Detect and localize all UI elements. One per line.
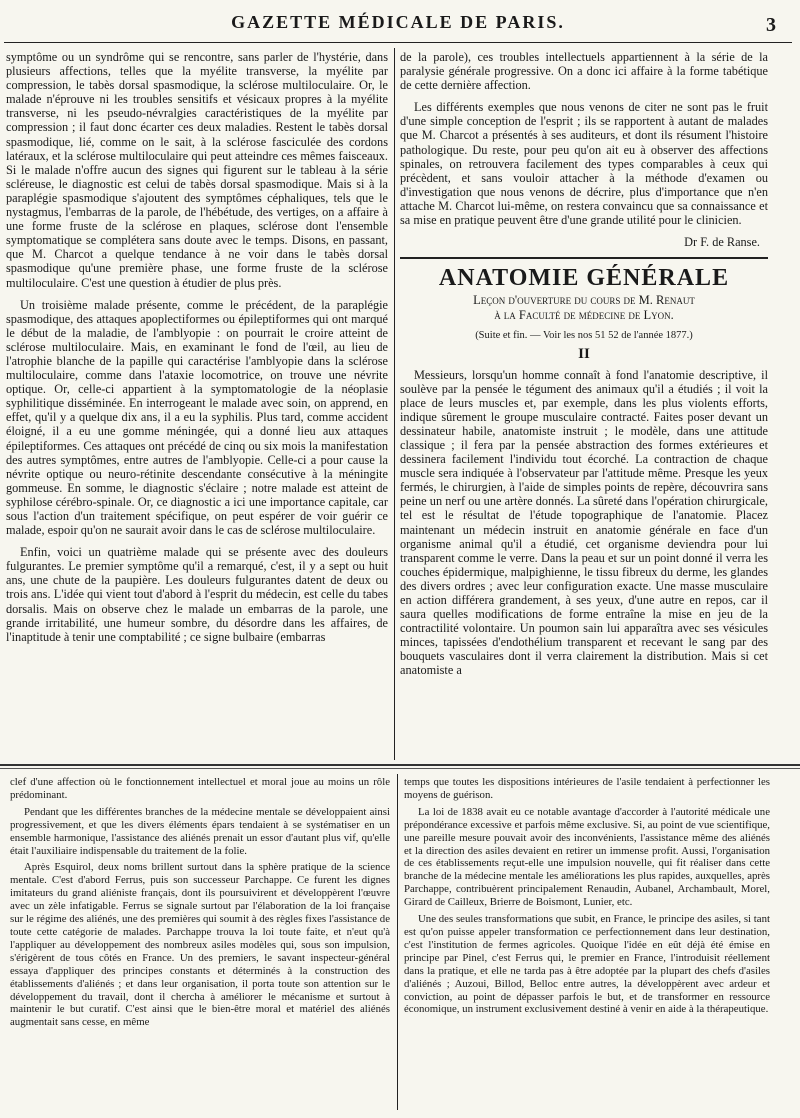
paragraph: symptôme ou un syndrôme qui se rencontre, sans parler de l'hystérie, dans plusieurs affections, telles que la myélite transverse, la myélite par compression, le tabès dorsal spasmodique, la sclérose multiloculaire. Or, le malade n'éprouve ni les troubles sensitifs et vésicaux propres à la myélite transverse, ni les pseudo-névralgies caractéristiques de la myélite par compression ; il faut donc écarter ces deux maladies. Restent le tabès dorsal spasmodique, lié, comme on le sait, à la sclérose fasciculée des cordons latéraux, et la sclérose multiloculaire qui peut atteindre ces mêmes faisceaux. Si le malade n'offre aucun des signes qui figurent sur le tableau à la série scléreuse, le diagnostic est celui de tabès dorsal spasmodique. Mais si à la paraplégie spasmodique s'ajoutent des symptômes céphaliques, tels que le nystagmus, l'embarras de la parole, de l'hébétude, des vertiges, on a affaire à une forme fruste de la sclérose en plaques, sclérose dont l'ensemble symptomatique se complétera sans doute avec le temps. Disons, en passant, que M. Charcot a quelque tendance à ne voir dans le tabès dorsal spasmodique qu'une première phase, une forme fruste de la sclérose multiloculaire. C'est une question à étudier de plus près. [6, 50, 388, 290]
paragraph: Enfin, voici un quatrième malade qui se présente avec des douleurs fulgurantes. Le premier symptôme qu'il a remarqué, c'est, il y a sept ou huit ans, une chute de la paupière. Les douleurs fulgurantes datent de deux ou trois ans. L'idée qui vient tout d'abord à l'esprit du médecin, est celle du tabes dorsalis. Mais on observe chez le malade un embarras de la parole, une grande irritabilité, une humeur sombre, du désordre dans les affaires, de l'inaptitude à tenir une comptabilité ; ce signe bulbaire (embarras [6, 545, 388, 644]
section-number: II [578, 346, 590, 363]
journal-title: GAZETTE MÉDICALE DE PARIS. [231, 12, 565, 32]
paragraph: clef d'une affection où le fonctionnement intellectuel et moral joue au moins un rôle prédominant. [10, 776, 390, 801]
page-header [4, 4, 792, 44]
paragraph: Les différents exemples que nous venons de citer ne sont pas le fruit d'une simple conception de l'esprit ; ils se rapportent à autant de malades que M. Charcot a présentés à ses auditeurs, et dont ils résument l'histoire pathologique. Du reste, pour peu qu'on ait eu à observer des affections spinales, on retrouvera facilement des types comparables à ceux qui précèdent, et sans vouloir attacher à la méthode d'examen ou d'investigation que nous venons de décrire, plus d'importance que n'en attache M. Charcot lui-même, on restera convaincu que sa connaissance et sa mise en pratique peuvent être d'une grande utilité pour le clinicien. [400, 100, 768, 228]
section-subtitle-line2: à la Faculté de médecine de Lyon. [494, 308, 674, 323]
section-title: ANATOMIE GÉNÉRALE [438, 265, 730, 292]
column-rule [394, 48, 395, 760]
feuilleton-left-column [10, 776, 390, 1112]
section-heading-block [400, 257, 768, 361]
header-rule [4, 42, 792, 43]
paragraph: de la parole), ces troubles intellectuels appartiennent à la série de la paralysie générale progressive. On a donc ici affaire à la forme tabétique de cette dernière affection. [400, 50, 768, 93]
paragraph: temps que toutes les dispositions intérieures de l'asile tendaient à perfectionner les moyens de guérison. [404, 776, 770, 801]
paragraph: La loi de 1838 avait eu ce notable avantage d'accorder à l'autorité médicale une prépondérance excessive et parfois même exclusive. Si, au point de vue scientifique, une pareille mesure pouvait avoir des inconvénients, l'assistance même des aliénés et la direction des asiles devaient en retirer un immense profit. Aussi, l'organisation de ces établissements reçut-elle une impulsion nouvelle, qui fit réaliser dans cette branche de la médecine mentale les améliorations les plus rapides, auxquelles, après Parchappe, contribuèrent principalement Renaudin, Aubanel, Archambault, Morel, Girard de Cailleux, Brierre de Boismont, Lunier, etc. [404, 805, 770, 909]
paragraph: Messieurs, lorsqu'un homme connaît à fond l'anatomie descriptive, il soulève par la pensée le tégument des animaux qu'il a étudiés ; il voit la place de leurs muscles et, par exemple, dans les plus violents efforts, indique sûrement le groupe musculaire contracté. Faites poser devant un dessinateur habile, anatomiste instruit ; le modèle, dans une attitude classique ; il fera par la pensée abstraction des formes extérieures et dessinera facilement l'individu tout écorché. La contraction de chaque muscle sera indiquée à l'observateur par l'attitude même. Presque les yeux fermés, le chirurgien, à l'aide de simples points de repère, découvrira sans peine un nerf ou une artère donnés. La sûreté dans l'opération chirurgicale, tel est le résultat de l'étude topographique de l'anatomie. Placez maintenant un médecin instruit en anatomie générale en face d'un organisme animal qu'il a étudié, cet organisme deviendra pour lui transparent comme le verre. Dans la peau et sur un point donné il verra les couches épidermique, malpighienne, le tissu fibreux du derme, les glandes des divers ordres ; avec leur configuration exacte. Une masse musculaire en action différera grandement, à ses yeux, d'une autre en repos, car il saura quelles modifications de forme entraîne la mise en jeu de la contractilité volontaire. Un poumon sain lui apparaîtra avec ses vésicules minces, tapissées d'endothélium transparent et recevant le sang par des bouquets vasculaires dont il verra clairement la distribution. Mais si cet anatomiste a [400, 367, 768, 678]
section-note: (Suite et fin. — Voir les nos 51 52 de l'année 1877.) [475, 330, 693, 342]
page-number: 3 [766, 14, 776, 36]
section-subtitle-line1: Leçon d'ouverture du cours de M. Renaut [473, 293, 695, 308]
paragraph: Pendant que les différentes branches de la médecine mentale se développaient ainsi progressivement, et que les divers éléments épars tendaient à se systématiser en un ensemble harmonique, l'assistance des aliénés prenait un essor d'autant plus vif, qu'elle était l'auxiliaire indispensable du traitement de la folie. [10, 805, 390, 857]
paragraph: Une des seules transformations que subit, en France, le principe des asiles, si tant est qu'on puisse appeler transformation ce perfectionnement dans leur destination, c'est l'institution de fermes agricoles. Quoique l'idée en eût déjà été émise en principe par Pinel, c'est Ferrus qui, le premier en France, l'introduisit réellement dans la pratique, et elle ne tarda pas à être adoptée par la plupart des chefs d'asiles d'aliénés ; Auzoui, Billod, Belloc entre autres, la développèrent avec ardeur et conviction, au point de dépasser parfois le but, et de transformer en ressource économique, un instrument exclusivement destiné à venir en aide à la thérapeutique. [404, 913, 770, 1016]
feuilleton-right-column [404, 776, 770, 1112]
feuilleton-rule [0, 764, 800, 766]
paragraph: Après Esquirol, deux noms brillent surtout dans la sphère pratique de la science mentale. C'est d'abord Ferrus, puis son successeur Parchappe. Ce furent les dignes imitateurs du grand aliéniste français, dont ils poursuivirent et développèrent l'œuvre avec un zèle infatigable. Ferrus se signale surtout par l'élaboration de la loi française sur le régime des aliénés, une des premières qui soumit à des règles fixes l'assistance de toute cette catégorie de malades. Parchappe trouva la loi toute faite, et n'eut qu'à l'appliquer au développement des nombreux asiles modèles qui, sous son impulsion, s'érigèrent de tous côtés en France. Un des premiers, le savant inspecteur-général essaya d'appliquer des principes constants et déterminés à la construction des établissements d'aliénés ; et dans leur organisation, il porta toute son attention sur le développement du travail, dont il chercha à améliorer le mécanisme et surtout à maintenir le but curatif. C'est ainsi que le bien-être moral et matériel des aliénés augmentait sans cesse, en même [10, 861, 390, 1029]
author-signature: Dr F. de Ranse. [684, 235, 760, 250]
feuilleton-rule-thin [0, 768, 800, 769]
paragraph: Un troisième malade présente, comme le précédent, de la paraplégie spasmodique, des attaques apoplectiformes ou épileptiformes qui ont marqué le début de la maladie, de l'amblyopie : on pourrait le croire atteint de sclérose multiloculaire. Mais, en examinant le fond de l'œil, au lieu de l'atrophie blanche de la papille qui caractérise l'amblyopie dans la sclérose multiloculaire, comme dans l'ataxie locomotrice, on trouve une névrite optique. Or, celle-ci appartient à la symptomatologie de la néoplasie syphilitique disséminée. En interrogeant le malade avec soin, on apprend, en effet, qu'il y a quelque dix ans, il a eu la syphilis. Plus tard, comme accident éloigné, il a eu une gomme méningée, qui a donné lieu aux attaques épileptiformes. Ces attaques ont précédé de cinq ou six mois la manifestation des autres symptômes, entre autres de l'amblyopie. Celle-ci a pour cause la névrite optique ou neuro-rétinite descendante consécutive à la méningite gommeuse. En somme, le diagnostic s'éclaire ; notre malade est atteint de syphilose cérébro-spinale. Or, ce diagnostic a ici une importance capitale, car sous l'action d'un traitement spécifique, on peut espérer de voir guérir ce malade, espoir qu'on ne saurait avoir dans le cas de sclérose multiloculaire. [6, 297, 388, 538]
column-rule [397, 774, 398, 1110]
left-column [6, 50, 388, 758]
right-column [400, 50, 768, 758]
